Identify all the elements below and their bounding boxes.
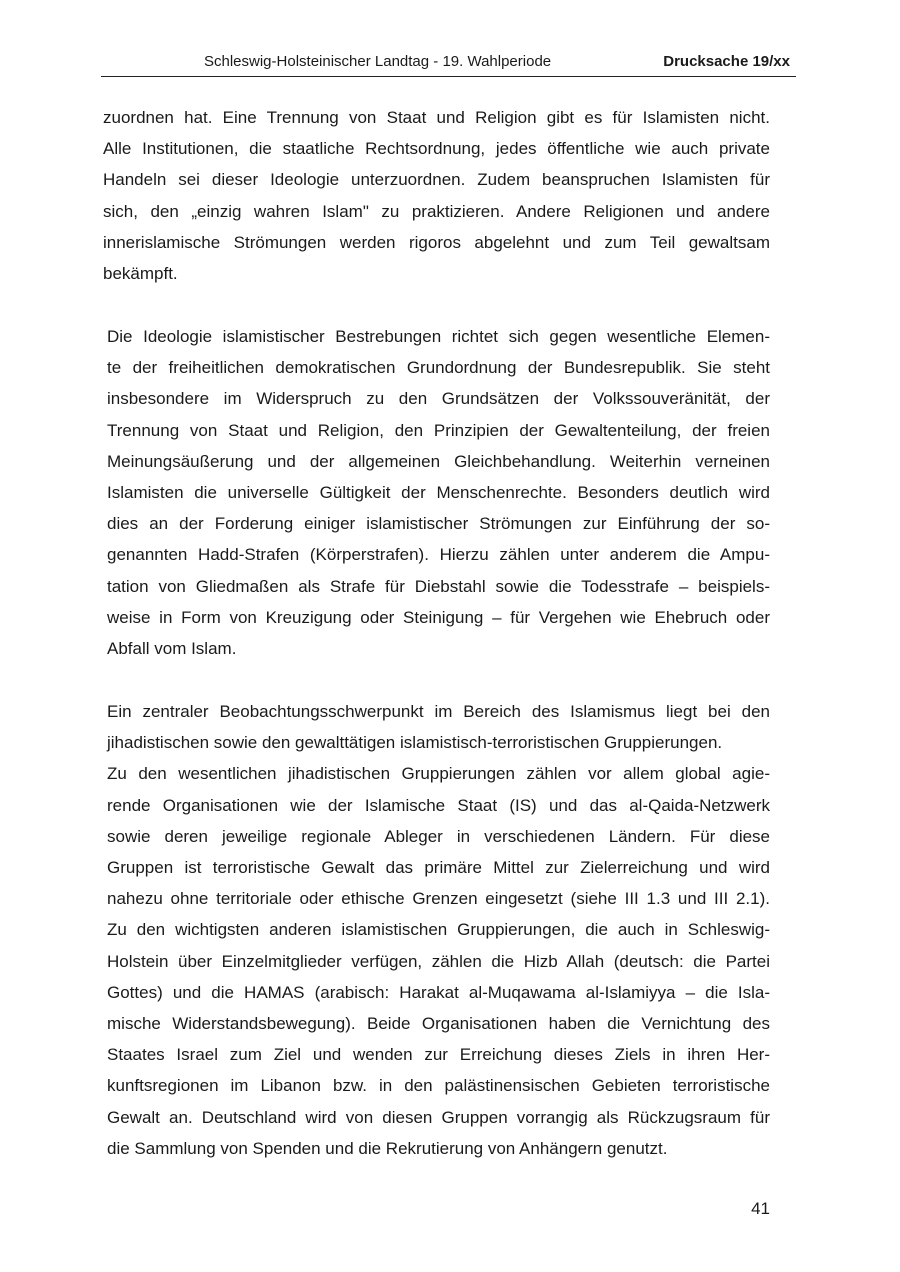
header-drucksache: Drucksache 19/xx	[663, 53, 790, 70]
text-line: Gottes) und die HAMAS (arabisch: Harakat al-Muqawama al-Islamiyya – die Isla-	[107, 982, 770, 1002]
text-line: insbesondere im Widerspruch zu den Grundsätzen der Volkssouveränität, der	[107, 389, 770, 409]
text-line: te der freiheitlichen demokratischen Grundordnung der Bundesrepublik. Sie steht	[107, 358, 770, 378]
text-line: Alle Institutionen, die staatliche Rechtsordnung, jedes öffentliche wie auch private	[103, 139, 770, 159]
page-header	[101, 50, 796, 77]
text-line: Zu den wichtigsten anderen islamistischen Gruppierungen, die auch in Schleswig-	[107, 920, 770, 940]
text-line: jihadistischen sowie den gewalttätigen islamistisch-terroristischen Gruppierungen.	[107, 733, 723, 753]
text-line: mische Widerstandsbewegung). Beide Organisationen haben die Vernichtung des	[107, 1014, 770, 1034]
text-line: Meinungsäußerung und der allgemeinen Gleichbehandlung. Weiterhin verneinen	[107, 451, 770, 471]
text-line: genannten Hadd-Strafen (Körperstrafen). Hierzu zählen unter anderem die Ampu-	[107, 545, 770, 565]
paragraph-3	[107, 696, 770, 1164]
paragraph-1	[103, 102, 770, 289]
text-line: Abfall vom Islam.	[107, 639, 237, 659]
text-line: kunftsregionen im Libanon bzw. in den palästinensischen Gebieten terroristische	[107, 1076, 770, 1096]
text-line: bekämpft.	[103, 264, 178, 284]
text-line: Handeln sei dieser Ideologie unterzuordnen. Zudem beanspruchen Islamisten für	[103, 170, 770, 190]
text-line: sowie deren jeweilige regionale Ableger in verschiedenen Ländern. Für diese	[107, 826, 770, 846]
text-line: Holstein über Einzelmitglieder verfügen, zählen die Hizb Allah (deutsch: die Partei	[107, 951, 770, 971]
paragraph-2	[107, 321, 770, 664]
text-line: Staates Israel zum Ziel und wenden zur Erreichung dieses Ziels in ihren Her-	[107, 1045, 770, 1065]
text-line: tation von Gliedmaßen als Strafe für Diebstahl sowie die Todesstrafe – beispiels-	[107, 576, 770, 596]
text-line: sich, den „einzig wahren Islam" zu praktizieren. Andere Religionen und andere	[103, 201, 770, 221]
text-line: nahezu ohne territoriale oder ethische Grenzen eingesetzt (siehe III 1.3 und III 2.1).	[107, 889, 770, 909]
page-number: 41	[751, 1199, 770, 1218]
text-line: rende Organisationen wie der Islamische Staat (IS) und das al-Qaida-Netzwerk	[107, 795, 770, 815]
text-line: Gruppen ist terroristische Gewalt das primäre Mittel zur Zielerreichung und wird	[107, 858, 770, 878]
text-line: Trennung von Staat und Religion, den Prinzipien der Gewaltenteilung, der freien	[107, 420, 770, 440]
text-line: Zu den wesentlichen jihadistischen Gruppierungen zählen vor allem global agie-	[107, 764, 770, 784]
text-line: die Sammlung von Spenden und die Rekrutierung von Anhängern genutzt.	[107, 1138, 668, 1158]
text-line: Ein zentraler Beobachtungsschwerpunkt im Bereich des Islamismus liegt bei den	[107, 702, 770, 721]
text-line: Islamisten die universelle Gültigkeit der Menschenrechte. Besonders deutlich wird	[107, 483, 770, 503]
text-line: Gewalt an. Deutschland wird von diesen Gruppen vorrangig als Rückzugsraum für	[107, 1107, 770, 1127]
header-title: Schleswig-Holsteinischer Landtag - 19. Wahlperiode	[204, 53, 552, 70]
text-line: zuordnen hat. Eine Trennung von Staat und Religion gibt es für Islamisten nicht.	[103, 108, 770, 127]
text-line: weise in Form von Kreuzigung oder Steinigung – für Vergehen wie Ehebruch oder	[107, 607, 770, 627]
text-line: dies an der Forderung einiger islamistischer Strömungen zur Einführung der so-	[107, 514, 770, 534]
text-line: innerislamische Strömungen werden rigoros abgelehnt und zum Teil gewaltsam	[103, 232, 770, 252]
text-line: Die Ideologie islamistischer Bestrebungen richtet sich gegen wesentliche Elemen-	[107, 327, 770, 346]
